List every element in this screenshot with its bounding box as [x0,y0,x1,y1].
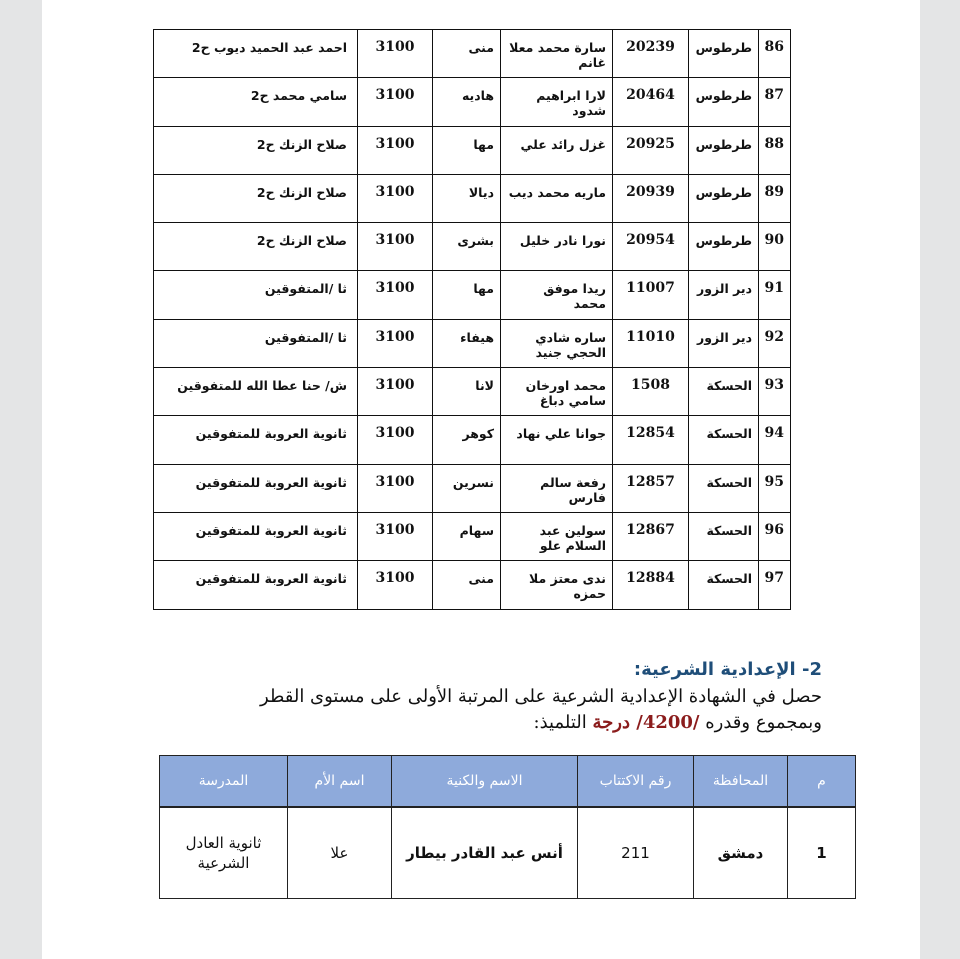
cell-code: 12884 [613,561,689,609]
cell-school: ثانوية العروبة للمتفوقين [154,416,358,464]
results-table-top [153,29,791,610]
cell-mother: ديالا [433,174,501,222]
cell-score: 3100 [358,319,433,367]
cell-num: 97 [759,561,791,609]
cell-gov: الحسكة [689,368,759,416]
cell-school: ثانوية العروبة للمتفوقين [154,561,358,609]
table-row [154,78,791,126]
cell-name: ساره شادي الحجي جنيد [501,319,613,367]
cell-school: صلاح الزنك ح2 [154,174,358,222]
cell-name: جوانا علي نهاد [501,416,613,464]
cell-code: 211 [578,807,694,899]
table-row [154,561,791,609]
header-school: المدرسة [160,756,288,807]
cell-school: ش/ حنا عطا الله للمتفوقين [154,368,358,416]
cell-mother: منى [433,30,501,78]
cell-school: ثانوية العروبة للمتفوقين [154,464,358,512]
cell-gov: دمشق [694,807,788,899]
cell-mother: لانا [433,368,501,416]
cell-score: 3100 [358,416,433,464]
cell-school: صلاح الزنك ح2 [154,223,358,271]
cell-mother: منى [433,561,501,609]
cell-school: ثانوية العروبة للمتفوقين [154,512,358,560]
cell-gov: الحسكة [689,464,759,512]
header-code: رقم الاكتتاب [578,756,694,807]
student-label: التلميذ: [533,712,587,733]
cell-name: ريدا موفق محمد [501,271,613,319]
cell-gov: الحسكة [689,561,759,609]
cell-name: محمد اورخان سامي دباغ [501,368,613,416]
table-row [154,174,791,222]
cell-school: ثا /المتفوقين [154,319,358,367]
cell-code: 20925 [613,126,689,174]
cell-mother: هيفاء [433,319,501,367]
cell-name: ماريه محمد ديب [501,174,613,222]
cell-gov: طرطوس [689,126,759,174]
cell-name: أنس عبد القادر بيطار [392,807,578,899]
cell-score: 3100 [358,368,433,416]
cell-num: 90 [759,223,791,271]
table-row [154,368,791,416]
cell-code: 1508 [613,368,689,416]
header-m: م [788,756,856,807]
cell-code: 11010 [613,319,689,367]
cell-name: ندى معتز ملا حمزه [501,561,613,609]
cell-code: 20954 [613,223,689,271]
cell-score: 3100 [358,30,433,78]
cell-mother: هاديه [433,78,501,126]
table-row [154,126,791,174]
cell-score: 3100 [358,271,433,319]
cell-code: 20939 [613,174,689,222]
header-name: الاسم والكنية [392,756,578,807]
cell-gov: طرطوس [689,78,759,126]
cell-code: 12857 [613,464,689,512]
table-row [154,512,791,560]
cell-name: لارا ابراهيم شدود [501,78,613,126]
total-score: /4200/ درجة [592,712,700,733]
cell-gov: الحسكة [689,416,759,464]
cell-num: 94 [759,416,791,464]
cell-score: 3100 [358,561,433,609]
table-row [154,319,791,367]
section-text-line2 [534,712,822,733]
cell-score: 3100 [358,464,433,512]
cell-gov: طرطوس [689,174,759,222]
section-text-line1: حصل في الشهادة الإعدادية الشرعية على المرتبة الأولى على مستوى القطر [260,686,822,707]
cell-school: سامي محمد ح2 [154,78,358,126]
cell-num: 92 [759,319,791,367]
cell-school: صلاح الزنك ح2 [154,126,358,174]
cell-mother: مها [433,271,501,319]
cell-score: 3100 [358,223,433,271]
cell-num: 93 [759,368,791,416]
cell-score: 3100 [358,174,433,222]
cell-code: 20464 [613,78,689,126]
cell-name: نورا نادر خليل [501,223,613,271]
cell-score: 3100 [358,78,433,126]
cell-mother: مها [433,126,501,174]
header-gov: المحافظة [694,756,788,807]
section-title: 2- الإعدادية الشرعية: [633,659,822,680]
cell-name: رفعة سالم فارس [501,464,613,512]
cell-score: 3100 [358,512,433,560]
cell-code: 12867 [613,512,689,560]
cell-gov: طرطوس [689,30,759,78]
cell-mother: سهام [433,512,501,560]
cell-code: 20239 [613,30,689,78]
cell-score: 3100 [358,126,433,174]
results-table-bottom [159,755,856,899]
cell-school: ثانوية العادل الشرعية [160,807,288,899]
table-row [154,416,791,464]
cell-name: سولين عبد السلام علو [501,512,613,560]
cell-gov: دير الزور [689,319,759,367]
cell-mother: علا [288,807,392,899]
cell-mother: بشرى [433,223,501,271]
cell-num: 96 [759,512,791,560]
table-row [154,223,791,271]
cell-num: 91 [759,271,791,319]
total-prefix: وبمجموع وقدره [705,712,822,733]
table-row [154,464,791,512]
header-row [160,756,856,807]
cell-m: 1 [788,807,856,899]
cell-mother: كوهر [433,416,501,464]
cell-num: 88 [759,126,791,174]
cell-code: 11007 [613,271,689,319]
cell-num: 86 [759,30,791,78]
cell-mother: نسرين [433,464,501,512]
header-mother: اسم الأم [288,756,392,807]
cell-code: 12854 [613,416,689,464]
cell-school: ثا /المتفوقين [154,271,358,319]
cell-num: 89 [759,174,791,222]
cell-gov: الحسكة [689,512,759,560]
table-row [154,271,791,319]
cell-gov: دير الزور [689,271,759,319]
cell-gov: طرطوس [689,223,759,271]
table-row [154,30,791,78]
cell-name: غزل رائد علي [501,126,613,174]
cell-num: 95 [759,464,791,512]
cell-school: احمد عبد الحميد ديوب ح2 [154,30,358,78]
table-row [160,807,856,899]
cell-name: سارة محمد معلا غانم [501,30,613,78]
cell-num: 87 [759,78,791,126]
